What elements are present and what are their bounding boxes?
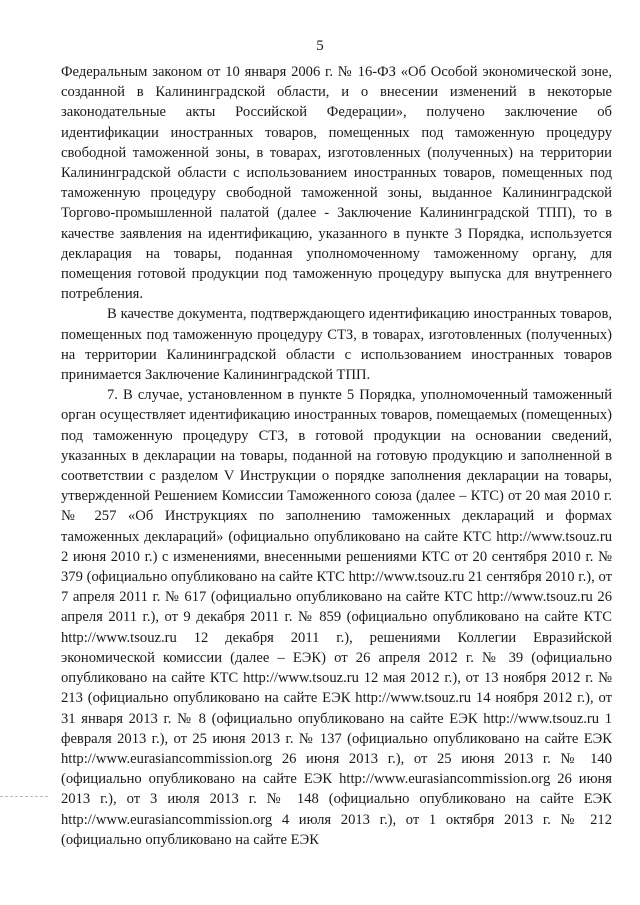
document-body [61, 62, 612, 850]
scan-fold-mark [0, 796, 48, 797]
paragraph-continuation: Федеральным законом от 10 января 2006 г. № 16-ФЗ «Об Особой экономической зоне, созданной в Калининградской области, и о внесении изменений в некоторые законодательные акты Российской Федерации», получено заключение об идентификации иностранных товаров, помещенных под таможенную процедуру свободной таможенной зоны, в товарах, изготовленных (полученных) на территории Калининградской области с использованием иностранных товаров, помещенных под таможенную процедуру свободной таможенной зоны, выданное Калининградской Торгово-промышленной палатой (далее - Заключение Калининградской ТПП), то в качестве заявления на идентификацию, указанного в пункте 3 Порядка, используется декларация на товары, поданная уполномоченному таможенному органу, для помещения готовой продукции под таможенную процедуру выпуска для внутреннего потребления. [61, 64, 612, 303]
paragraph-identification-document: В качестве документа, подтверждающего идентификацию иностранных товаров, помещенных под таможенную процедуру СТЗ, в товарах, изготовленных (полученных) на территории Калининградской области с использованием иностранных товаров принимается Заключение Калининградской ТПП. [61, 306, 612, 384]
paragraph-item-7: 7. В случае, установленном в пункте 5 Порядка, уполномоченный таможенный орган осуществляет идентификацию иностранных товаров, помещаемых (помещенных) под таможенную процедуру СТЗ, в готовой продукции на основании сведений, указанных в декларации на товары, поданной на готовую продукцию и заполненной в соответствии с разделом V Инструкции о порядке заполнения декларации на товары, утвержденной Решением Комиссии Таможенного союза (далее – КТС) от 20 мая 2010 г. № 257 «Об Инструкциях по заполнению таможенных деклараций и формах таможенных деклараций» (официально опубликовано на сайте КТС http://www.tsouz.ru 2 июня 2010 г.) с изменениями, внесенными решениями КТС от 20 сентября 2010 г. № 379 (официально опубликовано на сайте КТС http://www.tsouz.ru 21 сентября 2010 г.), от 7 апреля 2011 г. № 617 (официально опубликовано на сайте КТС http://www.tsouz.ru 26 апреля 2011 г.), от 9 декабря 2011 г. № 859 (официально опубликовано на сайте КТС http://www.tsouz.ru 12 декабря 2011 г.), решениями Коллегии Евразийской экономической комиссии (далее – ЕЭК) от 26 апреля 2012 г. № 39 (официально опубликовано на сайте КТС http://www.tsouz.ru 12 мая 2012 г.), от 13 ноября 2012 г. № 213 (официально опубликовано на сайте ЕЭК http://www.tsouz.ru 14 ноября 2012 г.), от 31 января 2013 г. № 8 (официально опубликовано на сайте ЕЭК http://www.tsouz.ru 1 февраля 2013 г.), от 25 июня 2013 г. № 137 (официально опубликовано на сайте ЕЭК http://www.eurasiancommission.org 26 июня 2013 г.), от 25 июня 2013 г. № 140 (официально опубликовано на сайте ЕЭК http://www.eurasiancommission.org 26 июня 2013 г.), от 3 июля 2013 г. № 148 (официально опубликовано на сайте ЕЭК http://www.eurasiancommission.org 4 июля 2013 г.), от 1 октября 2013 г. № 212 (официально опубликовано на сайте ЕЭК [61, 387, 612, 848]
page-number: 5 [316, 38, 324, 54]
